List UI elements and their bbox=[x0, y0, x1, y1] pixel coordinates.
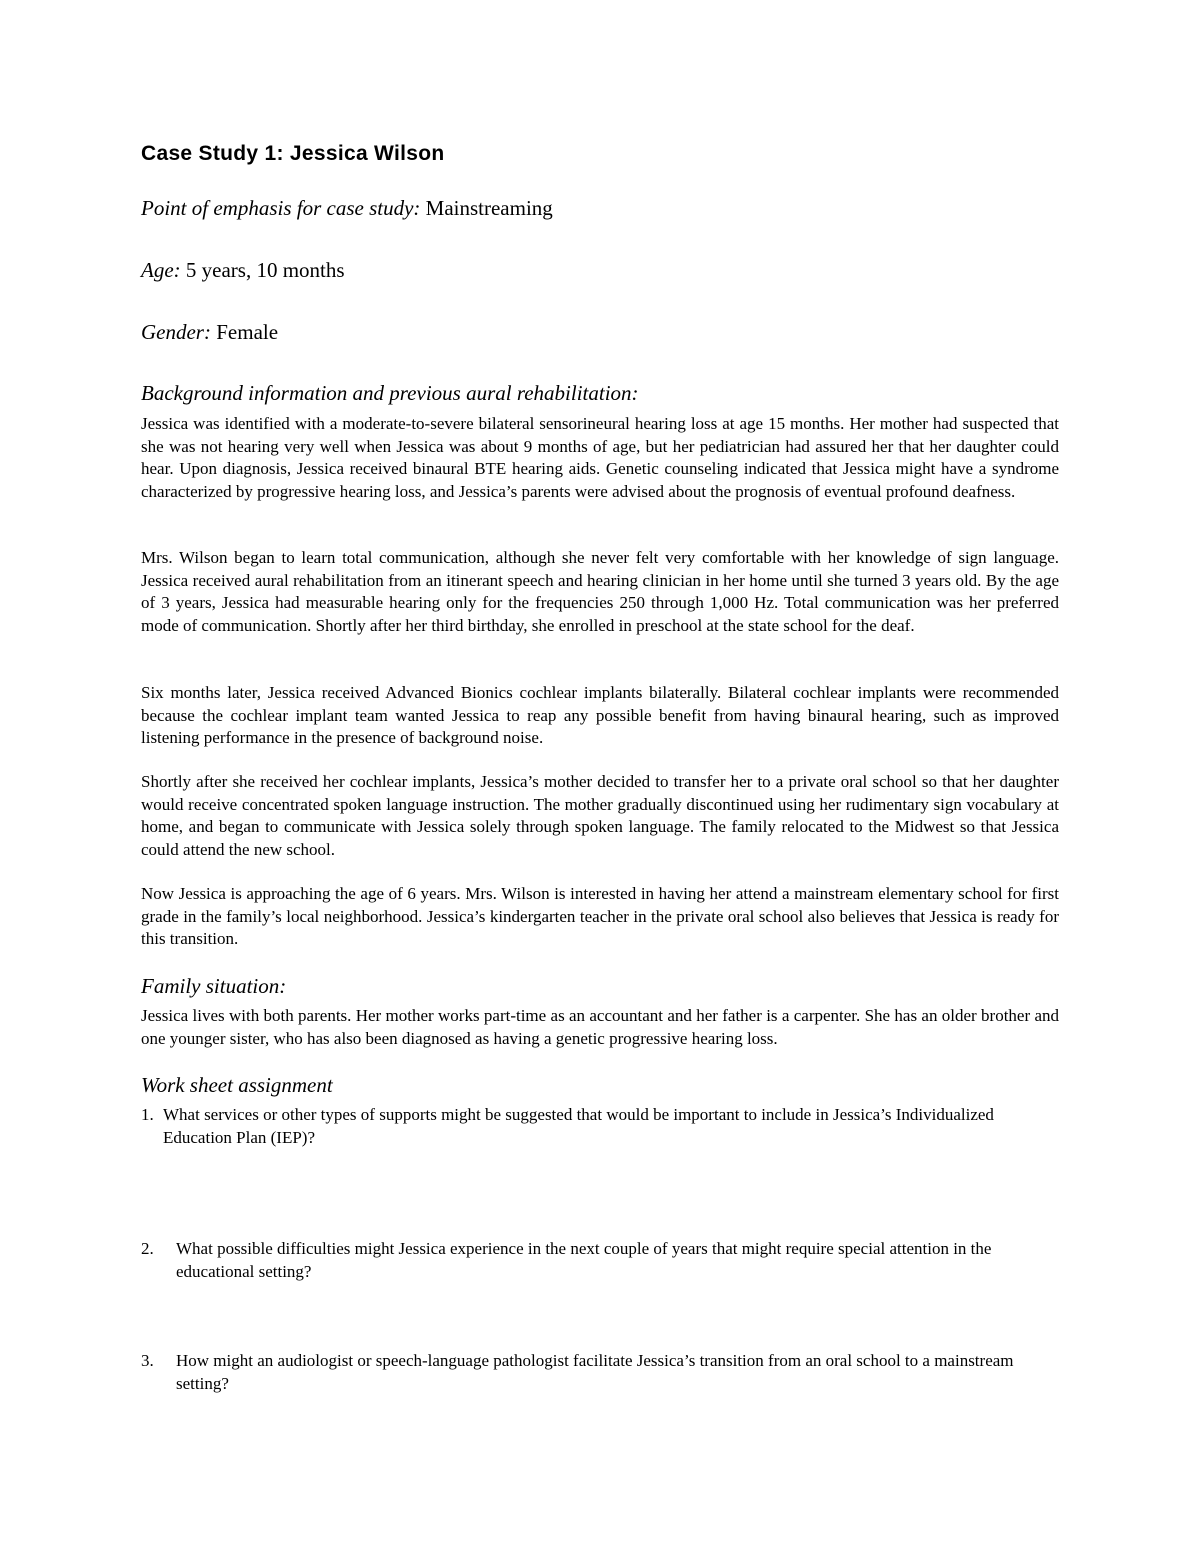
background-paragraph: Jessica was identified with a moderate-to-severe bilateral sensorineural hearing loss at age 15 months. Her mother had suspected that she was not hearing very well when Jessica was about 9 months of age, but her pediatrician had assured her that her daughter could hear. Upon diagnosis, Jessica received binaural BTE hearing aids. Genetic counseling indicated that Jessica might have a syndrome characterized by progressive hearing loss, and Jessica’s parents were advised about the prognosis of eventual profound deafness. bbox=[141, 414, 1059, 501]
age-label: Age: bbox=[141, 258, 181, 282]
gender-value: Female bbox=[216, 320, 279, 344]
worksheet-heading: Work sheet assignment bbox=[141, 1073, 333, 1097]
background-paragraph: Now Jessica is approaching the age of 6 years. Mrs. Wilson is interested in having her attend a mainstream elementary school for first grade in the family’s local neighborhood. Jessica’s kindergarten teacher in the private oral school also believes that Jessica is ready for this transition. bbox=[141, 884, 1059, 948]
emphasis-label: Point of emphasis for case study: bbox=[141, 196, 421, 220]
gender-label: Gender: bbox=[141, 320, 211, 344]
question-number: 1. bbox=[141, 1105, 154, 1124]
document-title: Case Study 1: Jessica Wilson bbox=[141, 142, 445, 165]
question-text: What services or other types of supports might be suggested that would be important to include in Jessica’s Individualized Education Plan (IEP)? bbox=[163, 1105, 994, 1147]
background-paragraph: Shortly after she received her cochlear implants, Jessica’s mother decided to transfer her to a private oral school so that her daughter would receive concentrated spoken language instruction. The mother gradually discontinued using her rudimentary sign vocabulary at home, and began to communicate with Jessica solely through spoken language. The family relocated to the Midwest so that Jessica could attend the new school. bbox=[141, 772, 1059, 859]
family-text: Jessica lives with both parents. Her mother works part-time as an accountant and her father is a carpenter. She has an older brother and one younger sister, who has also been diagnosed as having a genetic progressive hearing loss. bbox=[141, 1006, 1059, 1048]
question-number: 3. bbox=[141, 1351, 154, 1370]
age-value: 5 years, 10 months bbox=[185, 258, 345, 282]
background-heading: Background information and previous aural rehabilitation: bbox=[141, 381, 639, 405]
question-text: How might an audiologist or speech-language pathologist facilitate Jessica’s transition from an oral school to a mainstream setting? bbox=[176, 1351, 1014, 1393]
emphasis-value: Mainstreaming bbox=[425, 196, 553, 220]
gender-field bbox=[141, 320, 278, 345]
emphasis-field bbox=[141, 196, 553, 221]
background-paragraph: Mrs. Wilson began to learn total communication, although she never felt very comfortable with her knowledge of sign language. Jessica received aural rehabilitation from an itinerant speech and hearing clinician in her home until she turned 3 years old. By the age of 3 years, Jessica had measurable hearing only for the frequencies 250 through 1,000 Hz. Total communication was her preferred mode of communication. Shortly after her third birthday, she enrolled in preschool at the state school for the deaf. bbox=[141, 548, 1059, 635]
question-text: What possible difficulties might Jessica experience in the next couple of years that might require special attention in the educational setting? bbox=[176, 1239, 992, 1281]
question-number: 2. bbox=[141, 1239, 154, 1258]
worksheet-question bbox=[141, 1104, 1059, 1149]
family-heading: Family situation: bbox=[141, 974, 287, 998]
worksheet-question bbox=[141, 1350, 1059, 1395]
age-field bbox=[141, 258, 345, 283]
background-paragraph: Six months later, Jessica received Advanced Bionics cochlear implants bilaterally. Bilateral cochlear implants were recommended because the cochlear implant team wanted Jessica to reap any possible benefit from having binaural hearing, such as improved listening performance in the presence of background noise. bbox=[141, 683, 1059, 747]
worksheet-question bbox=[141, 1238, 1059, 1283]
